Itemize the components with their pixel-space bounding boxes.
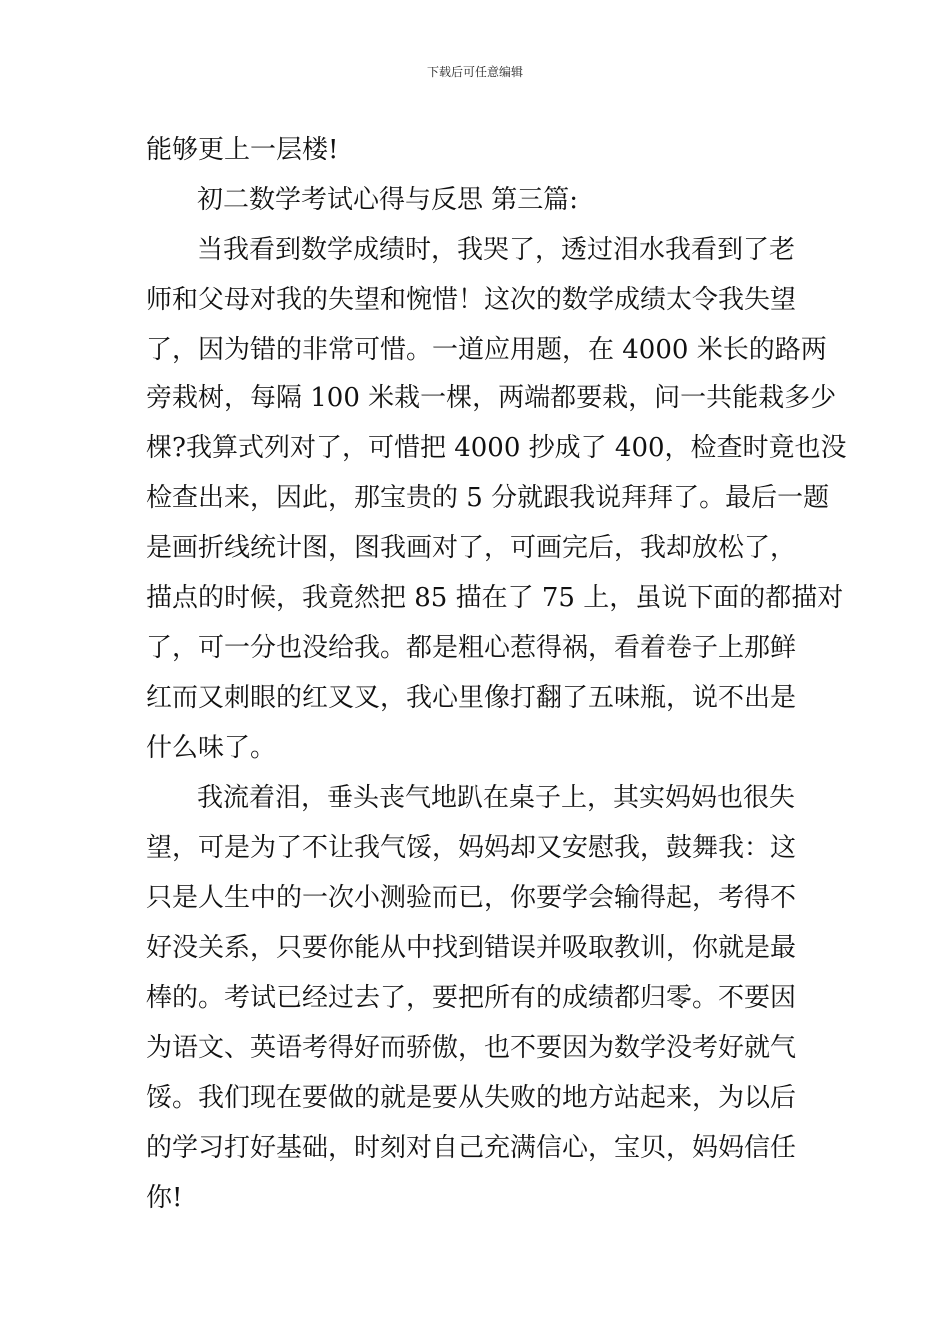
page-header: 下载后可任意编辑 xyxy=(426,65,523,79)
body-line: 检查出来，因此，那宝贵的 5 分就跟我说拜拜了。最后一题 xyxy=(146,483,830,513)
body-line: 为语文、英语考得好而骄傲，也不要因为数学没考好就气 xyxy=(146,1033,797,1063)
body-line: 你! xyxy=(146,1183,183,1213)
body-line: 师和父母对我的失望和惋惜！这次的数学成绩太令我失望 xyxy=(146,285,797,315)
body-line: 的学习打好基础，时刻对自己充满信心，宝贝，妈妈信任 xyxy=(146,1133,797,1163)
body-line: 棵?我算式列对了，可惜把 4000 抄成了 400，检查时竟也没 xyxy=(146,433,847,463)
body-line: 棒的。考试已经过去了，要把所有的成绩都归零。不要因 xyxy=(146,983,797,1013)
section-title: 初二数学考试心得与反思 第三篇: xyxy=(197,185,579,215)
body-line: 能够更上一层楼! xyxy=(146,135,339,165)
body-line: 红而又刺眼的红叉叉，我心里像打翻了五味瓶，说不出是 xyxy=(146,683,797,713)
body-line: 了，可一分也没给我。都是粗心惹得祸，看着卷子上那鲜 xyxy=(146,633,797,663)
body-line: 只是人生中的一次小测验而已，你要学会输得起，考得不 xyxy=(146,883,797,913)
body-line: 好没关系，只要你能从中找到错误并吸取教训，你就是最 xyxy=(146,933,797,963)
body-line: 了，因为错的非常可惜。一道应用题，在 4000 米长的路两 xyxy=(146,335,827,365)
body-line: 描点的时候，我竟然把 85 描在了 75 上，虽说下面的都描对 xyxy=(146,583,844,613)
body-line: 望，可是为了不让我气馁，妈妈却又安慰我，鼓舞我：这 xyxy=(146,833,797,863)
body-line: 旁栽树，每隔 100 米栽一棵，两端都要栽，问一共能栽多少 xyxy=(146,383,837,413)
body-line: 我流着泪，垂头丧气地趴在桌子上，其实妈妈也很失 xyxy=(197,783,796,813)
body-line: 馁。我们现在要做的就是要从失败的地方站起来，为以后 xyxy=(146,1083,797,1113)
body-line: 当我看到数学成绩时，我哭了，透过泪水我看到了老 xyxy=(197,235,796,265)
body-line: 什么味了。 xyxy=(146,733,277,763)
body-line: 是画折线统计图，图我画对了，可画完后，我却放松了， xyxy=(146,533,797,563)
